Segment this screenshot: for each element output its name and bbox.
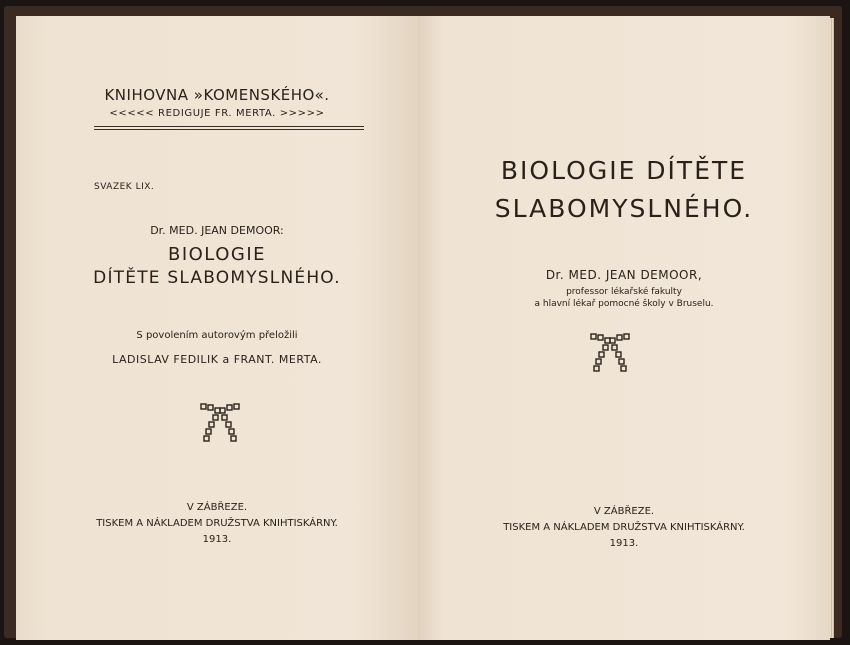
imprint-year: 1913. [609, 538, 639, 549]
translators: LADISLAV FEDILIK a FRANT. MERTA. [112, 353, 322, 366]
imprint-place: V ZÁBŘEZE. [186, 502, 248, 513]
right-page [418, 16, 830, 640]
imprint-year: 1913. [202, 534, 232, 545]
main-title-line-2: SLABOMYSLNÉHO. [494, 194, 754, 223]
title-line-2: DÍTĚTE SLABOMYSLNÉHO. [93, 268, 341, 288]
rule-bottom [94, 129, 364, 130]
left-page [16, 16, 418, 640]
author-line: Dr. MED. JEAN DEMOOR: [150, 224, 284, 237]
imprint-publisher: TISKEM A NÁKLADEM DRUŽSTVA KNIHTISKÁRNY. [503, 522, 745, 533]
imprint-publisher: TISKEM A NÁKLADEM DRUŽSTVA KNIHTISKÁRNY. [96, 518, 338, 529]
author-line: Dr. MED. JEAN DEMOOR, [545, 268, 703, 282]
series-editor: <<<<< REDIGUJE FR. MERTA. >>>>> [109, 108, 325, 119]
rule-top [94, 126, 364, 127]
imprint-place: V ZÁBŘEZE. [593, 506, 655, 517]
open-book [4, 6, 842, 638]
library-series: KNIHOVNA »KOMENSKÉHO«. [104, 86, 330, 104]
ornament-icon [198, 400, 242, 444]
ornament-icon [588, 330, 632, 374]
title-line-1: BIOLOGIE [167, 244, 266, 265]
affiliation-line-2: a hlavní lékař pomocné školy v Bruselu. [534, 299, 714, 309]
volume-number: SVAZEK LIX. [94, 182, 155, 192]
affiliation-line-1: professor lékařské fakulty [566, 287, 682, 297]
permission-note: S povolením autorovým přeložili [136, 330, 298, 341]
main-title-line-1: BIOLOGIE DÍTĚTE [500, 156, 748, 185]
